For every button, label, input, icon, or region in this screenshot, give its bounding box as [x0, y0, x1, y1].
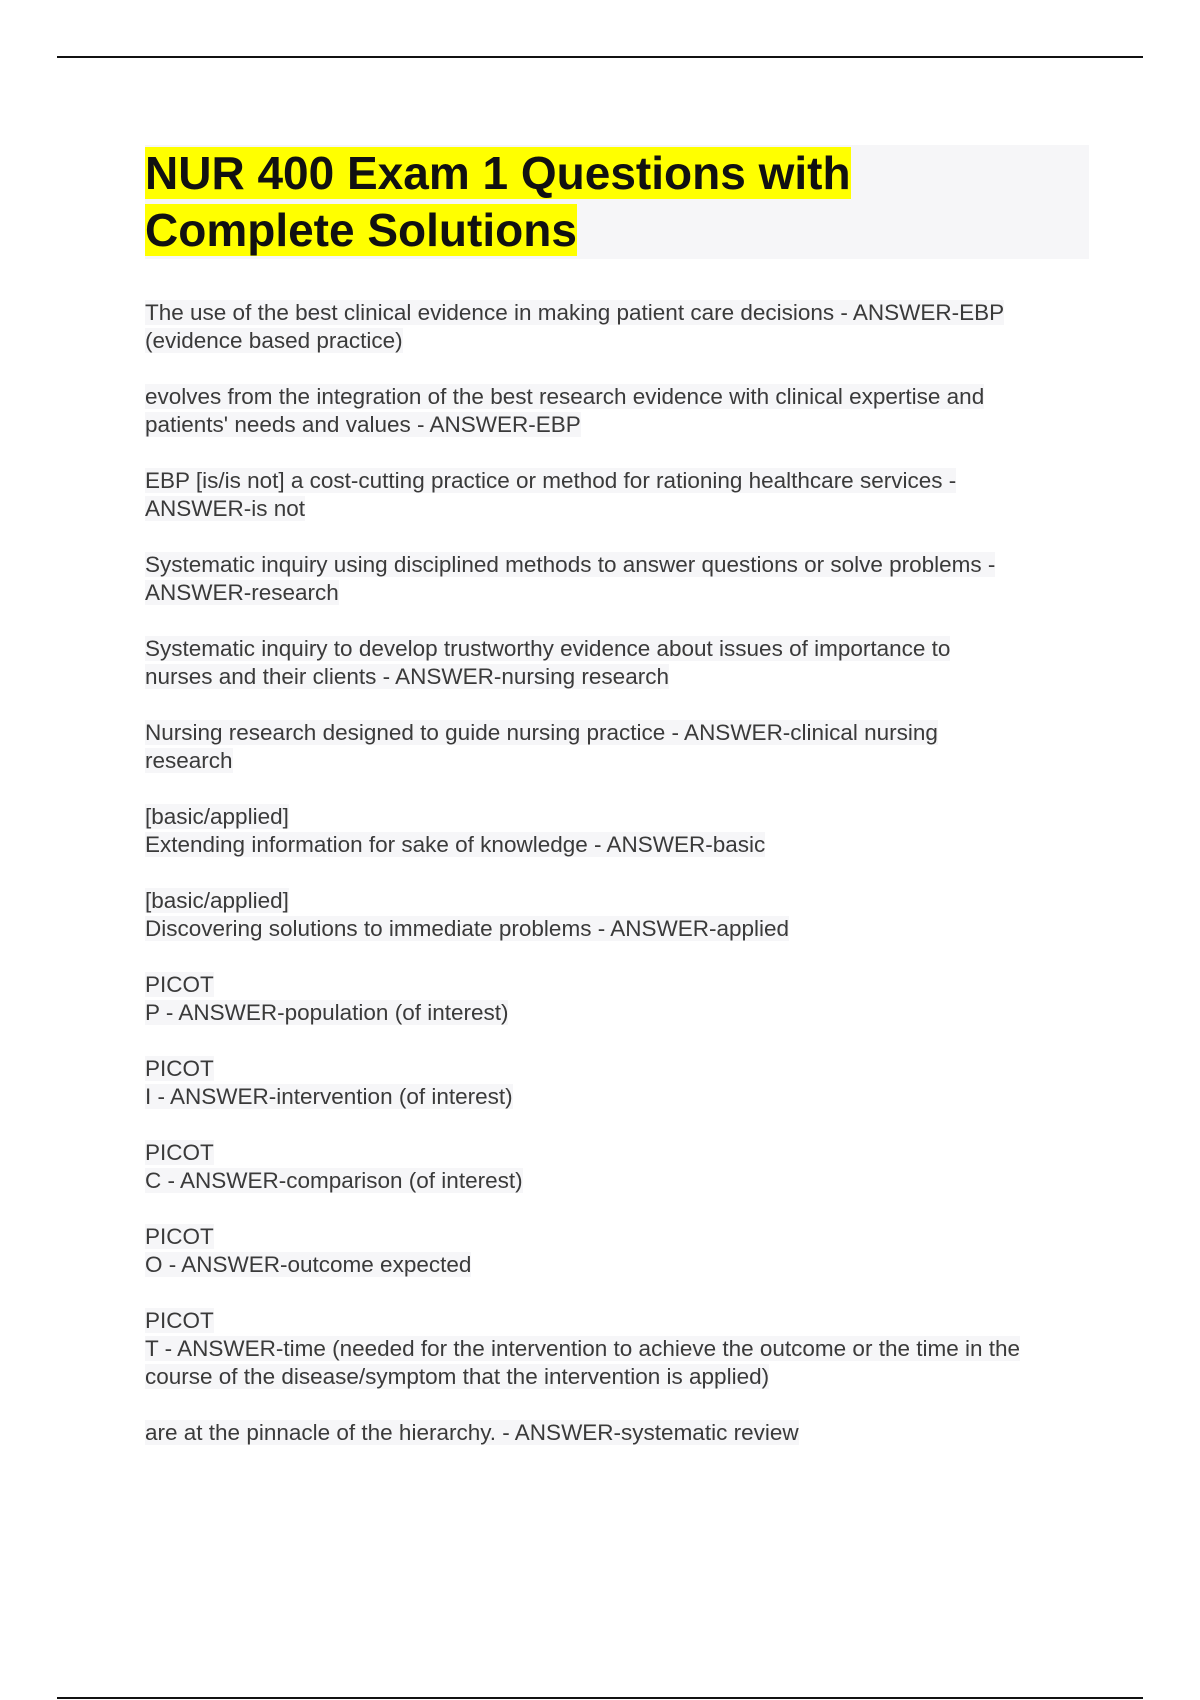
document-body [145, 145, 1089, 1475]
question-text: The use of the best clinical evidence in making patient care decisions - ANSWER-EBP [145, 300, 1005, 325]
question-item [145, 887, 1089, 943]
question-item [145, 1223, 1089, 1279]
question-text-line [145, 831, 1089, 859]
question-item [145, 467, 1089, 523]
question-text-line [145, 1419, 1089, 1447]
question-text: PICOT [145, 1308, 214, 1333]
question-text: P - ANSWER-population (of interest) [145, 1000, 509, 1025]
question-text: PICOT [145, 1224, 214, 1249]
question-text-line [145, 1139, 1089, 1167]
bottom-rule [57, 1697, 1143, 1699]
question-item [145, 635, 1089, 691]
question-item [145, 1307, 1089, 1391]
question-text-line [145, 383, 1089, 411]
question-text-line [145, 971, 1089, 999]
question-text-line [145, 1083, 1089, 1111]
question-item [145, 383, 1089, 439]
question-item [145, 299, 1089, 355]
question-text-line [145, 327, 1089, 355]
question-text-line [145, 411, 1089, 439]
question-item [145, 1419, 1089, 1447]
question-text-line [145, 887, 1089, 915]
question-item [145, 1139, 1089, 1195]
question-text: Systematic inquiry using disciplined methods to answer questions or solve problems - [145, 552, 996, 577]
question-text: PICOT [145, 1056, 214, 1081]
top-rule [57, 56, 1143, 58]
question-text: [basic/applied] [145, 804, 289, 829]
question-text: patients' needs and values - ANSWER-EBP [145, 412, 581, 437]
question-text-line [145, 999, 1089, 1027]
question-text: course of the disease/symptom that the intervention is applied) [145, 1364, 770, 1389]
question-text: ANSWER-is not [145, 496, 306, 521]
question-text-line [145, 467, 1089, 495]
question-text: O - ANSWER-outcome expected [145, 1252, 472, 1277]
title-line-2: Complete Solutions [145, 204, 577, 256]
question-item [145, 551, 1089, 607]
question-text: Discovering solutions to immediate problems - ANSWER-applied [145, 916, 790, 941]
question-text: PICOT [145, 972, 214, 997]
question-text: ANSWER-research [145, 580, 339, 605]
question-text: Nursing research designed to guide nursing practice - ANSWER-clinical nursing [145, 720, 938, 745]
question-text: [basic/applied] [145, 888, 289, 913]
question-text-line [145, 579, 1089, 607]
question-text-line [145, 719, 1089, 747]
question-item [145, 971, 1089, 1027]
question-text-line [145, 635, 1089, 663]
question-text: T - ANSWER-time (needed for the intervention to achieve the outcome or the time in the [145, 1336, 1021, 1361]
question-text: I - ANSWER-intervention (of interest) [145, 1084, 513, 1109]
question-text: Systematic inquiry to develop trustworthy evidence about issues of importance to [145, 636, 951, 661]
question-text: Extending information for sake of knowledge - ANSWER-basic [145, 832, 766, 857]
question-text: PICOT [145, 1140, 214, 1165]
question-text-line [145, 747, 1089, 775]
question-item [145, 719, 1089, 775]
title-line-1: NUR 400 Exam 1 Questions with [145, 147, 851, 199]
question-item [145, 1055, 1089, 1111]
question-text-line [145, 1251, 1089, 1279]
question-text-line [145, 1167, 1089, 1195]
question-text: nurses and their clients - ANSWER-nursing research [145, 664, 669, 689]
question-text: research [145, 748, 233, 773]
question-list [145, 299, 1089, 1447]
question-text-line [145, 1335, 1089, 1363]
question-text: C - ANSWER-comparison (of interest) [145, 1168, 523, 1193]
question-text: are at the pinnacle of the hierarchy. - ANSWER-systematic review [145, 1420, 799, 1445]
question-text: (evidence based practice) [145, 328, 403, 353]
question-text-line [145, 803, 1089, 831]
question-text: evolves from the integration of the best research evidence with clinical expertise and [145, 384, 985, 409]
question-text-line [145, 1307, 1089, 1335]
question-text-line [145, 1363, 1089, 1391]
question-text-line [145, 663, 1089, 691]
document-title [145, 145, 1089, 259]
question-text-line [145, 495, 1089, 523]
question-item [145, 803, 1089, 859]
question-text-line [145, 1223, 1089, 1251]
question-text-line [145, 1055, 1089, 1083]
title-block [145, 145, 1089, 259]
question-text: EBP [is/is not] a cost-cutting practice or method for rationing healthcare services - [145, 468, 957, 493]
question-text-line [145, 551, 1089, 579]
question-text-line [145, 299, 1089, 327]
question-text-line [145, 915, 1089, 943]
